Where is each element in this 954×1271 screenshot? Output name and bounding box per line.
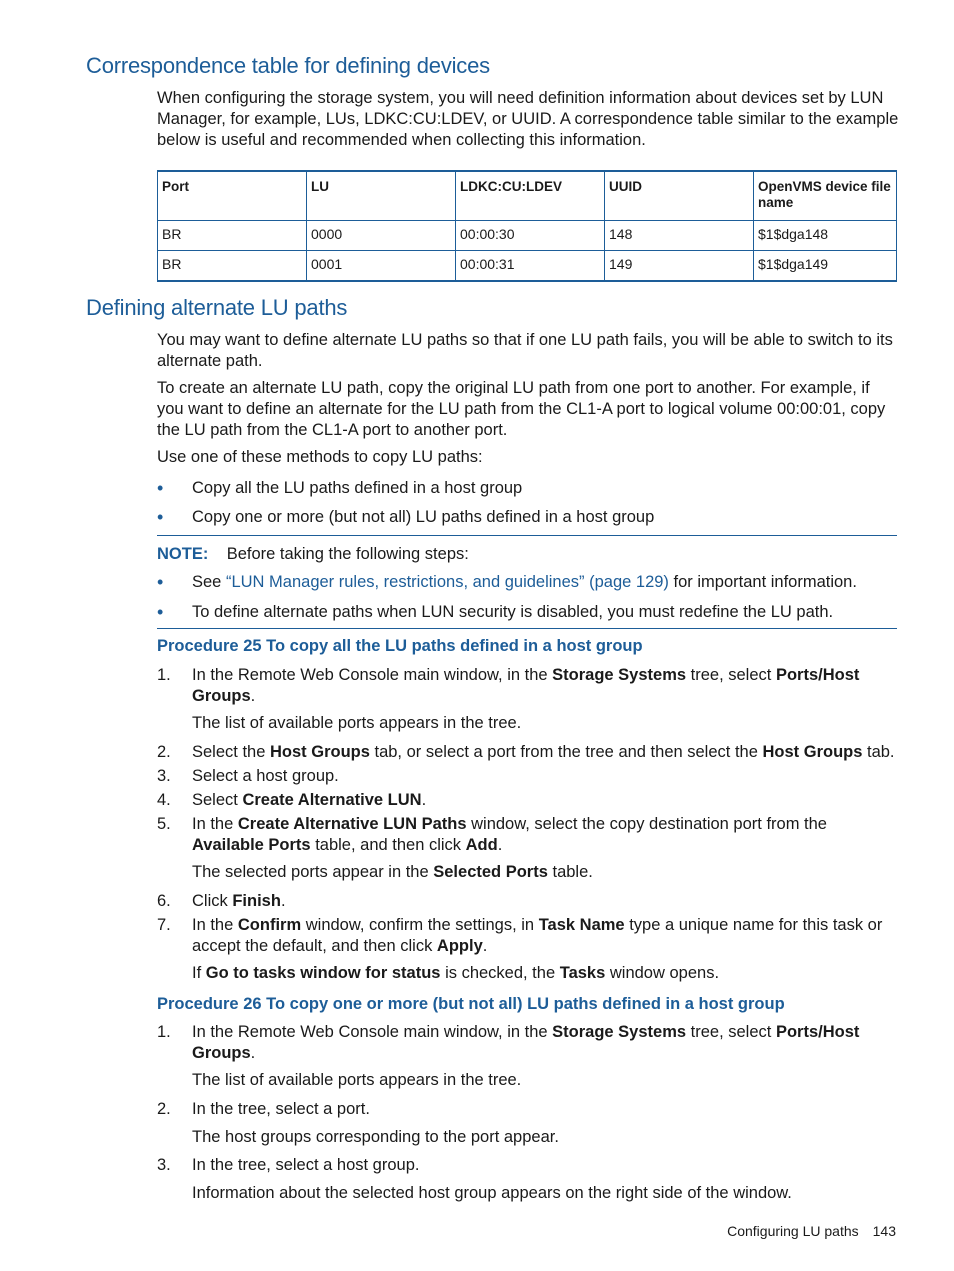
column-header: LU	[307, 171, 456, 221]
step-result: Information about the selected host group appears on the right side of the window.	[192, 1184, 792, 1202]
table-cell: 00:00:31	[456, 251, 605, 282]
table-cell: BR	[158, 251, 307, 282]
table-cell: $1$dga149	[754, 251, 897, 282]
column-header: OpenVMS device file name	[754, 171, 897, 221]
section-heading-alternate-paths: Defining alternate LU paths	[86, 295, 348, 320]
bullet-icon: •	[157, 572, 164, 592]
table-cell: BR	[158, 221, 307, 251]
bullet-icon: •	[157, 507, 164, 527]
table-cell: 0001	[307, 251, 456, 282]
note-label: NOTE:	[157, 545, 209, 563]
column-header: UUID	[605, 171, 754, 221]
correspondence-table	[157, 170, 897, 282]
table-cell: 148	[605, 221, 754, 251]
cross-reference-link[interactable]: “LUN Manager rules, restrictions, and guidelines” (page 129)	[225, 573, 669, 591]
step-result: The host groups corresponding to the port appear.	[192, 1128, 559, 1146]
table-row	[158, 221, 897, 251]
table-header-row	[158, 171, 897, 221]
note-bottom-rule	[157, 628, 897, 629]
step-result: The selected ports appear in the Selected Ports table.	[192, 863, 593, 881]
procedure-26-title: Procedure 26 To copy one or more (but not all) LU paths defined in a host group	[157, 995, 785, 1013]
procedure-25-title: Procedure 25 To copy all the LU paths defined in a host group	[157, 637, 643, 655]
note-text: Before taking the following steps:	[226, 545, 469, 563]
bullet-icon: •	[157, 478, 164, 498]
table-cell: $1$dga148	[754, 221, 897, 251]
section-heading-correspondence: Correspondence table for defining devices	[86, 53, 490, 78]
paragraph-alternate-howto: To create an alternate LU path, copy the original LU path from one port to another. For example, if you want to define an alternate for the LU path from the CL1-A port to logical volume 00:00:01, copy the LU path from the CL1-A port to another port.	[157, 379, 886, 439]
column-header: Port	[158, 171, 307, 221]
table-cell: 00:00:30	[456, 221, 605, 251]
page-footer	[727, 1223, 896, 1239]
table-cell: 149	[605, 251, 754, 282]
step-result: The list of available ports appears in the tree.	[192, 1071, 522, 1089]
step-result: The list of available ports appears in the tree.	[192, 714, 522, 732]
intro-paragraph: When configuring the storage system, you will need definition information about devices set by LUN Manager, for example, LUs, LDKC:CU:LDEV, or UUID. A correspondence table similar to the example below is useful and recommended when collecting this information.	[157, 89, 899, 149]
footer-section-title: Configuring LU paths	[727, 1223, 859, 1239]
page-number: 143	[872, 1223, 896, 1239]
paragraph-alternate-intro: You may want to define alternate LU paths so that if one LU path fails, you will be able to switch to its alternate path.	[157, 331, 893, 370]
table-cell: 0000	[307, 221, 456, 251]
paragraph-methods-intro: Use one of these methods to copy LU paths:	[157, 448, 483, 466]
document-page: Correspondence table for defining devices When configuring the storage system, you will need definition information about devices set by LUN Manager, for example, LUs, LDKC:CU:LDEV, or UUID. A correspondence table similar to the example below is useful and recommended when collecting this information. Port LU LDKC:CU:LDEV UUID OpenVMS device file name BR 0000 00:00:30 148 $1$dga148 BR 0001 00:00:31 149 $1$dga149 Defining alternate LU paths You may want to define alternate LU paths so that if one LU path fails, you will be able to switch to its alternate path. To create an alternate LU path, copy the original LU path from one port to another. For example, if you want to define an alternate for the LU path from the CL1-A port to logical volume 00:00:01, copy the LU path from the CL1-A port to another port. Use one of these methods to copy LU paths: • Copy all the LU paths defined in a host group • Copy one or more (but not all) LU paths defined in a host group NOTE: Before taking the following steps: • See “LUN Manager rules, restrictions, and guidelines” (page 129) for important information. • To define alternate paths when LUN security is disabled, you must redefine the LU path. Procedure 25 To copy all the LU paths defined in a host group 1. In the Remote Web Console main window, in the Storage Systems tree, select Ports/Host Groups. The list of available ports appears in the tree. 2. Select the Host Groups tab, or select a port from the tree and then select the Host Groups tab. 3. Select a host group. 4. Select Create Alternative LUN. 5. In the Create Alternative LUN Paths window, select the copy destination port from the Available Ports table, and then click Add. The selected ports appear in the Selected Ports table. 6. Click Finish. 7. In the Confirm window, confirm the settings, in Task Name type a unique name for this task or accept the default, and then click Apply. If Go to tasks window for status is checked, the Tasks window opens. Procedure 26 To copy one or more (but not all) LU paths defined in a host group 1. In the Remote Web Console main window, in the Storage Systems tree, select Ports/Host Groups. The list of available ports appears in the tree. 2. In the tree, select a port. The host groups corresponding to the port appear. 3. In the tree, select a host group. Information about the selected host group appears on the right side of the window. Configuring LU paths 143	[86, 53, 899, 1239]
table-row	[158, 251, 897, 282]
column-header: LDKC:CU:LDEV	[456, 171, 605, 221]
step-result: If Go to tasks window for status is checked, the Tasks window opens.	[192, 964, 720, 982]
note-top-rule	[157, 535, 897, 536]
note-paragraph	[157, 544, 899, 565]
bullet-icon: •	[157, 602, 164, 622]
